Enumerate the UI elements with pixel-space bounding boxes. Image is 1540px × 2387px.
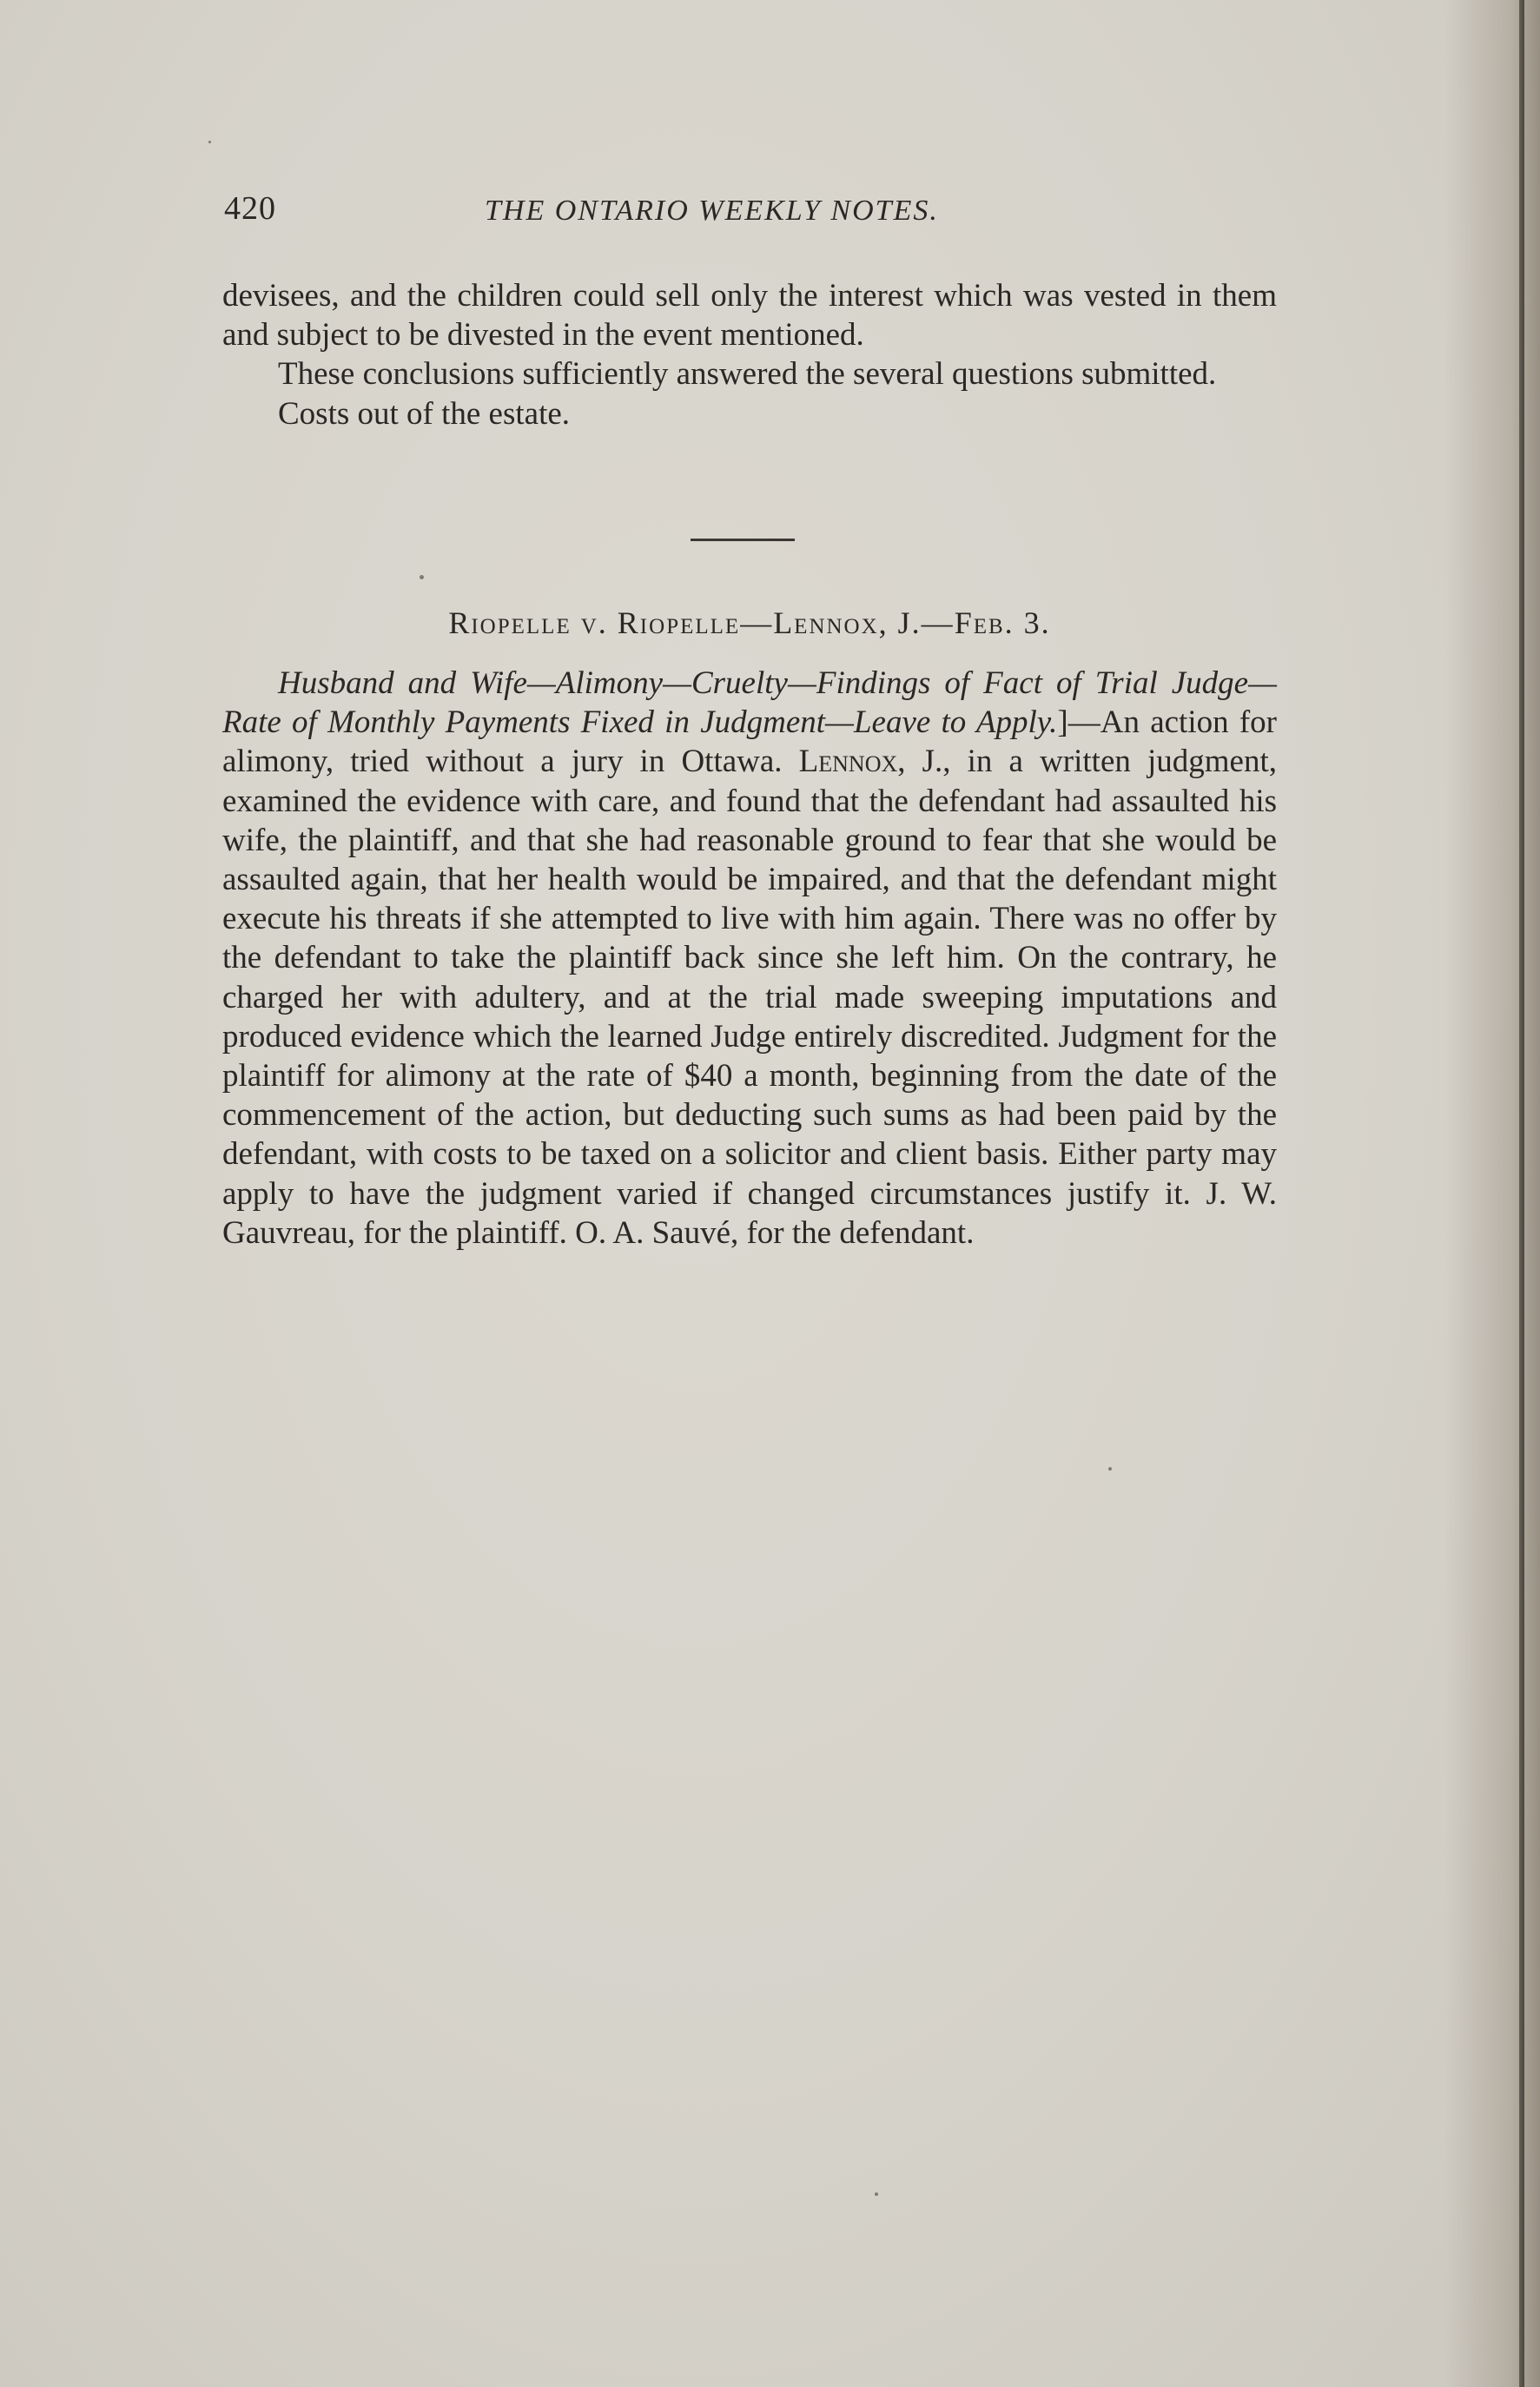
journal-title: THE ONTARIO WEEKLY NOTES. (485, 195, 939, 227)
case-headnote: Husband and Wife—Alimony—Cruelty—Findings of Fact of Trial Judge—Rate of Monthly Payments Fixed in Judgment—Leave to Apply. (222, 665, 1277, 741)
case-versus: v. (571, 605, 618, 640)
case-party-1: Riopelle (448, 605, 572, 640)
page-edge (1519, 0, 1524, 2387)
page-number: 420 (224, 190, 276, 227)
paragraph-conclusions: These conclusions sufficiently answered the several questions submitted. (278, 356, 1217, 393)
case-paragraph (222, 664, 1277, 1253)
paper-speck (875, 2192, 878, 2196)
paper-speck (208, 141, 211, 143)
case-judge-suffix: , J.— (878, 605, 955, 640)
running-head (224, 189, 1275, 238)
case-body-text: , J., in a written judgment, examined the evidence with care, and found that the defendant had assaulted his wife, the plaintiff, and that she had reasonable ground to fear that she would be assaulted again, that her health would be impaired, and that the defendant might execute his threats if she attempted to live with him again. There was no offer by the defendant to take the plaintiff back since she left him. On the contrary, he charged her with adultery, and at the trial made sweeping imputations and produced evidence which the learned Judge entirely discredited. Judgment for the plaintiff for alimony at the rate of $40 a month, beginning from the date of the commencement of the action, but deducting such sums as had been paid by the defendant, with costs to be taxed on a solicitor and client basis. Either party may apply to have the judgment varied if changed circumstances justify it. J. W. Gauvreau, for the plaintiff. O. A. Sauvé, for the defendant. (222, 744, 1277, 1251)
case-heading (222, 605, 1277, 641)
page-edge-shadow (1444, 0, 1540, 2387)
section-divider (691, 539, 795, 541)
paper-speck (420, 575, 424, 579)
continued-text (222, 276, 1277, 433)
headnote-bracket: ]— (1057, 704, 1100, 741)
case-date: Feb. 3. (954, 605, 1051, 640)
case-body-judge: Lennox (798, 744, 898, 780)
case-judge: Lennox (773, 605, 879, 640)
paper-speck (1108, 1467, 1112, 1471)
case-separator: — (740, 605, 774, 640)
paragraph-costs: Costs out of the estate. (278, 395, 571, 432)
paragraph-continued: devisees, and the children could sell only the interest which was vested in them and subject to be divested in the event mentioned. (222, 278, 1277, 354)
case-party-2: Riopelle (617, 605, 741, 640)
case-body (222, 664, 1277, 1253)
case-body-start: An action for alimony, tried without a jury in Ottawa. (222, 704, 1277, 780)
